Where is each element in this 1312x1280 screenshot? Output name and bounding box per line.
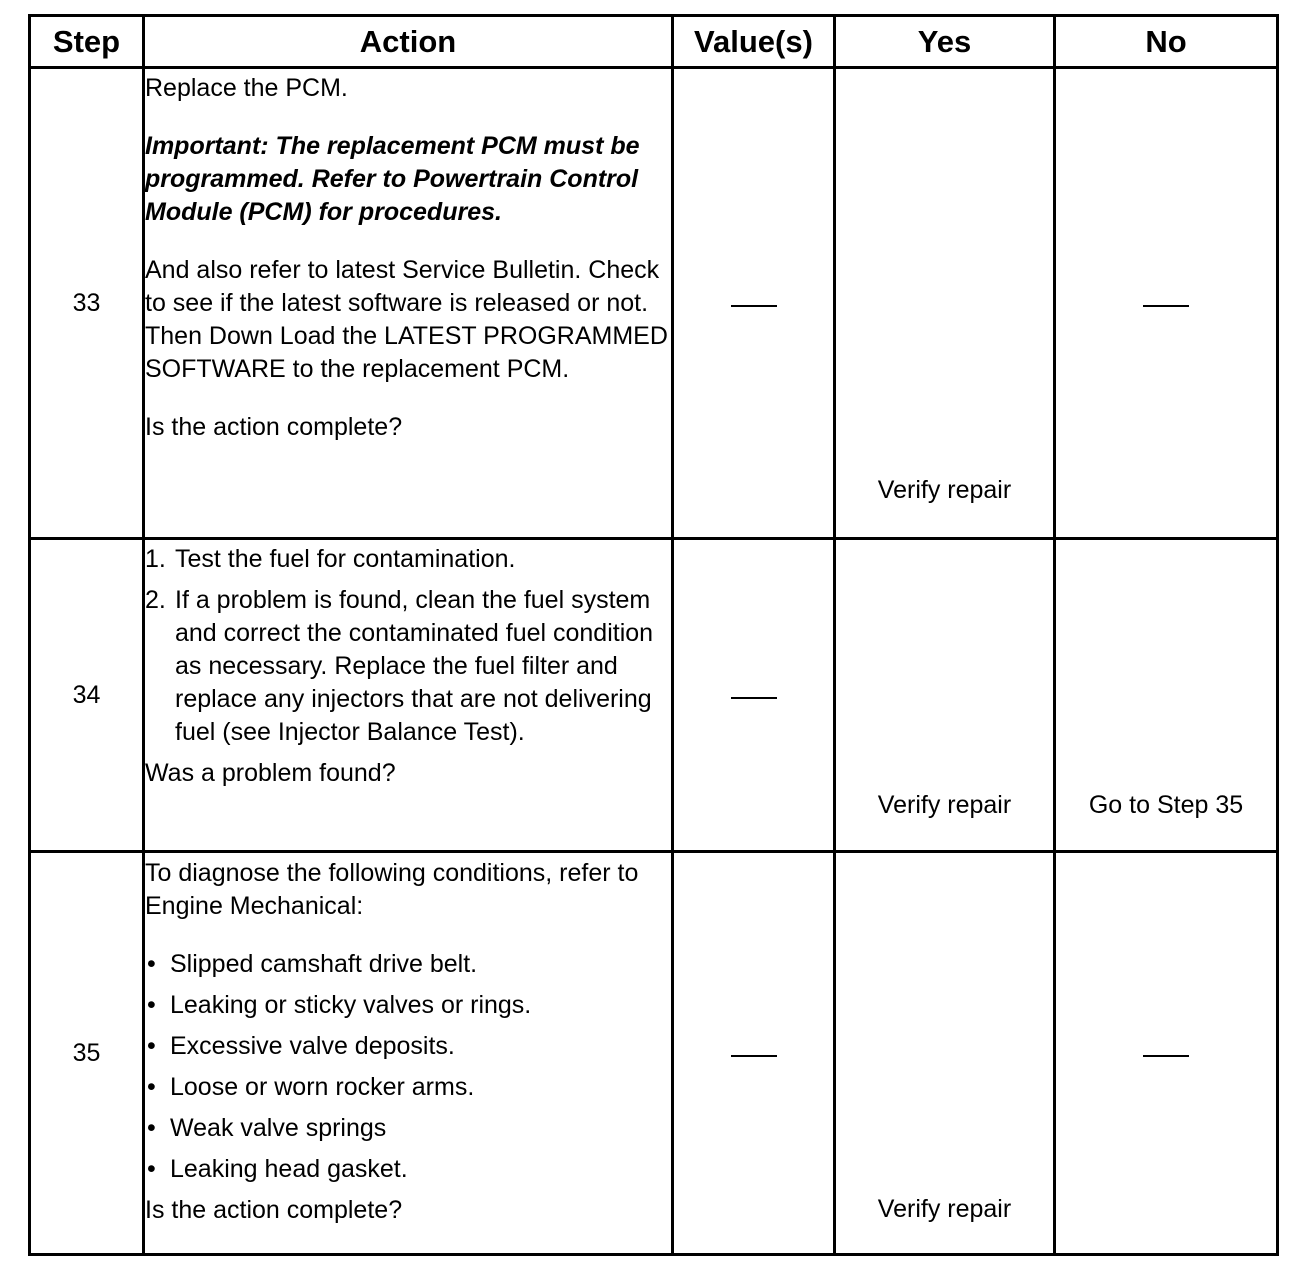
values-cell (673, 539, 835, 852)
numbered-item (145, 543, 671, 576)
action-text: Replace the PCM. (145, 74, 348, 102)
list-item: • Slipped camshaft drive belt. (145, 948, 671, 981)
item-number: 1. (145, 545, 166, 573)
header-no: No (1055, 16, 1278, 68)
no-result: Go to Step 35 (1088, 791, 1244, 819)
values-cell (673, 852, 835, 1255)
bullet-icon: • (147, 1073, 156, 1101)
table-row-step-35 (30, 852, 1278, 1255)
dash-placeholder (1143, 305, 1189, 307)
yes-result: Verify repair (877, 791, 1012, 819)
list-item: • Leaking or sticky valves or rings. (145, 989, 671, 1022)
step-number: 33 (30, 68, 144, 539)
list-item: • Weak valve springs (145, 1112, 671, 1145)
yes-cell (835, 852, 1055, 1255)
dash-placeholder (731, 1055, 777, 1057)
yes-result: Verify repair (877, 476, 1012, 504)
header-step: Step (30, 16, 144, 68)
no-cell (1055, 539, 1278, 852)
item-text: Test the fuel for contamination. (175, 545, 516, 573)
step-number: 34 (30, 539, 144, 852)
action-cell (144, 539, 673, 852)
list-item: • Excessive valve deposits. (145, 1030, 671, 1063)
bullet-icon: • (147, 1032, 156, 1060)
table-row-step-33 (30, 68, 1278, 539)
dash-placeholder (731, 305, 777, 307)
item-text: If a problem is found, clean the fuel system and correct the contaminated fuel condition as necessary. Replace the fuel filter and replace any injectors that are not delivering fuel (see Injector Balance Test). (175, 586, 654, 746)
action-question: Is the action complete? (145, 413, 403, 441)
action-text: And also refer to latest Service Bulletin. Check to see if the latest software is released or not. Then Down Load the LATEST PROGRAMMED SOFTWARE to the replacement PCM. (145, 256, 668, 383)
dash-placeholder (731, 697, 777, 699)
step-number: 35 (30, 852, 144, 1255)
no-cell (1055, 68, 1278, 539)
important-note: Important: The replacement PCM must be programmed. Refer to Powertrain Control Module (PCM) for procedures. (145, 132, 640, 226)
list-item: • Leaking head gasket. (145, 1153, 671, 1186)
bullet-list (145, 948, 671, 1186)
bullet-icon: • (147, 991, 156, 1019)
action-question: Is the action complete? (145, 1196, 403, 1224)
action-cell (144, 852, 673, 1255)
header-yes: Yes (835, 16, 1055, 68)
table-row-step-34 (30, 539, 1278, 852)
header-action: Action (144, 16, 673, 68)
numbered-item (145, 584, 671, 749)
yes-cell (835, 539, 1055, 852)
no-cell (1055, 852, 1278, 1255)
item-number: 2. (145, 586, 166, 614)
bullet-icon: • (147, 1114, 156, 1142)
yes-cell (835, 68, 1055, 539)
list-item: • Loose or worn rocker arms. (145, 1071, 671, 1104)
yes-result: Verify repair (877, 1195, 1012, 1223)
bullet-icon: • (147, 1155, 156, 1183)
action-cell (144, 68, 673, 539)
header-row (30, 16, 1278, 68)
header-values: Value(s) (673, 16, 835, 68)
values-cell (673, 68, 835, 539)
bullet-icon: • (147, 950, 156, 978)
diagnostic-table (28, 14, 1279, 1256)
action-question: Was a problem found? (145, 759, 396, 787)
action-intro: To diagnose the following conditions, refer to Engine Mechanical: (145, 859, 639, 920)
dash-placeholder (1143, 1055, 1189, 1057)
